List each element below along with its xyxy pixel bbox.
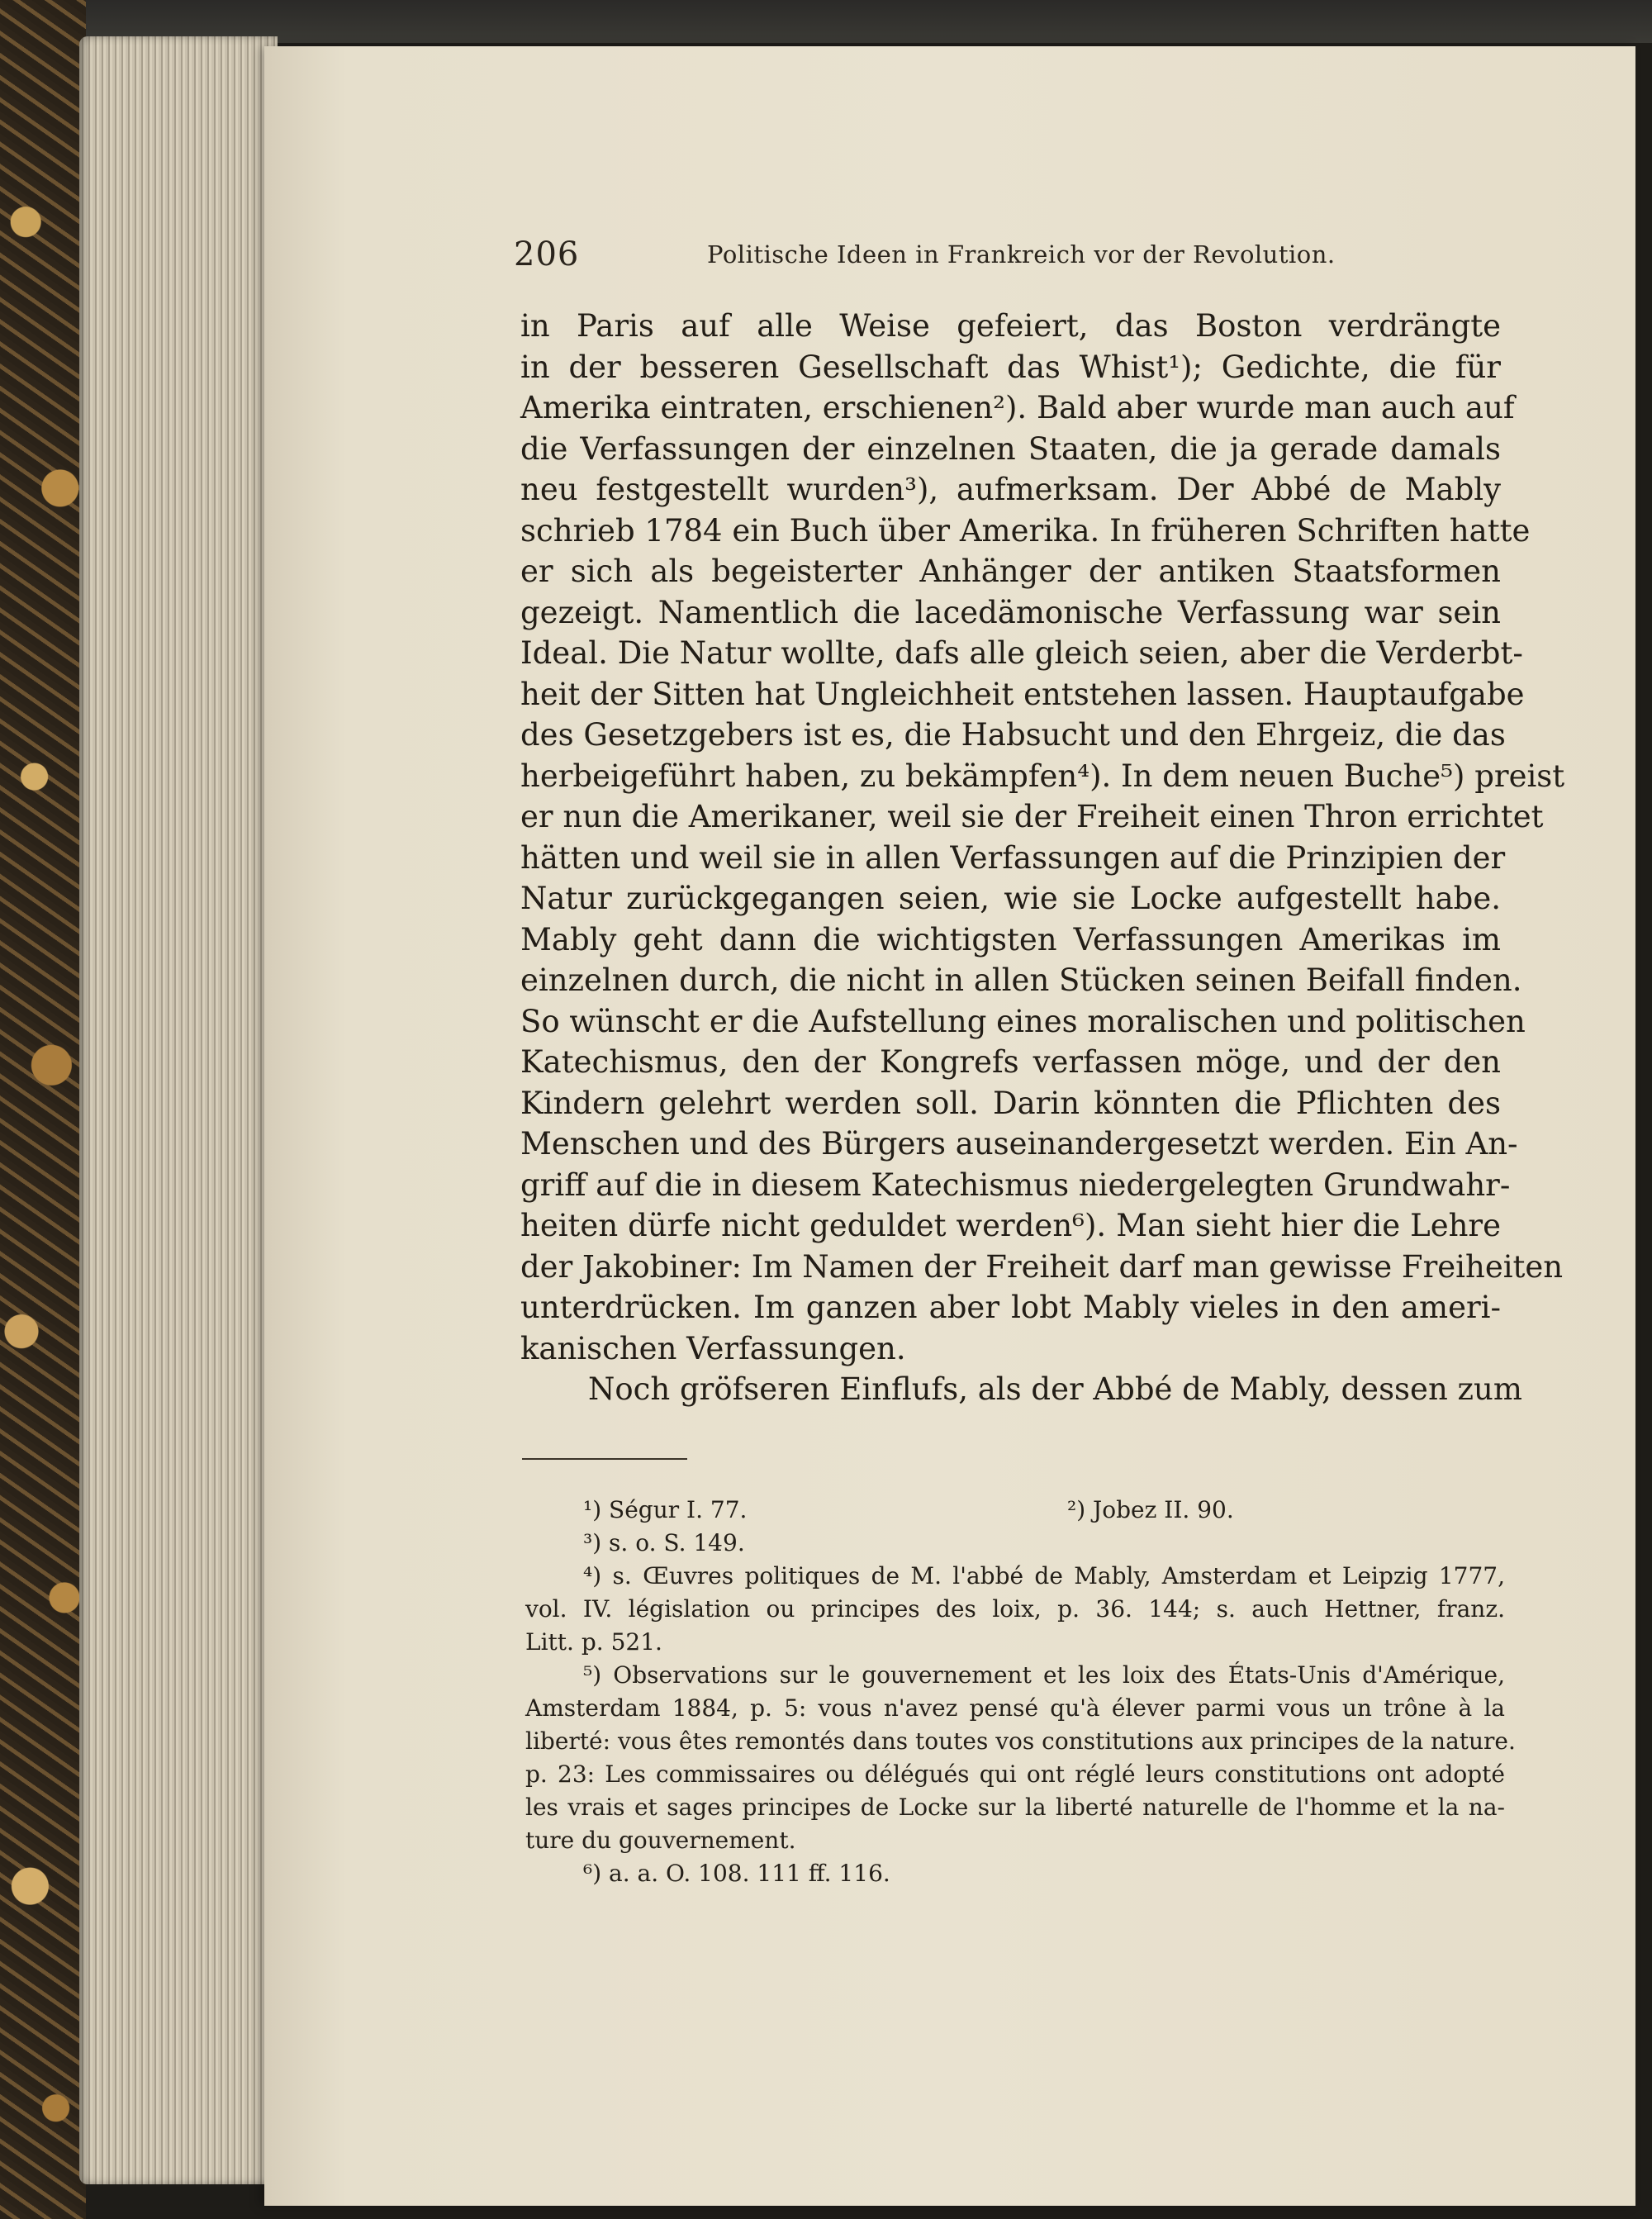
body-line: heiten dürfe nicht geduldet werden⁶). Man sieht hier die Lehre bbox=[520, 1208, 1501, 1243]
body-line: Ideal. Die Natur wollte, dafs alle gleich seien, aber die Verderbt- bbox=[520, 635, 1523, 671]
body-line: Kindern gelehrt werden soll. Darin könnten die Pflichten des bbox=[520, 1085, 1501, 1121]
footnote-5-line: Amsterdam 1884, p. 5: vous n'avez pensé qu'à élever parmi vous un trône à la bbox=[525, 1694, 1505, 1722]
body-line: Natur zurückgegangen seien, wie sie Locke aufgestellt habe. bbox=[520, 881, 1501, 916]
footnote-1: ¹) Ségur I. 77. bbox=[583, 1496, 748, 1523]
footnote-3: ³) s. o. S. 149. bbox=[583, 1529, 745, 1556]
body-line: neu festgestellt wurden³), aufmerksam. Der Abbé de Mably bbox=[520, 472, 1501, 507]
footnote-2: ²) Jobez II. 90. bbox=[1067, 1496, 1234, 1523]
body-line: kanischen Verfassungen. bbox=[520, 1330, 906, 1366]
body-line: Katechismus, den der Kongrefs verfassen möge, und der den bbox=[520, 1044, 1501, 1080]
body-line: in der besseren Gesellschaft das Whist¹); Gedichte, die für bbox=[520, 349, 1501, 385]
marbled-book-cover bbox=[0, 0, 86, 2219]
body-line: einzelnen durch, die nicht in allen Stücken seinen Beifall finden. bbox=[520, 962, 1522, 998]
body-line: gezeigt. Namentlich die lacedämonische Verfassung war sein bbox=[520, 594, 1501, 630]
body-text bbox=[520, 306, 1565, 1410]
body-line: Menschen und des Bürgers auseinandergesetzt werden. Ein An- bbox=[520, 1126, 1518, 1162]
body-line: Mably geht dann die wichtigsten Verfassungen Amerikas im bbox=[520, 921, 1501, 957]
body-line: Noch gröfseren Einflufs, als der Abbé de Mably, dessen zum bbox=[588, 1371, 1522, 1407]
body-line: hätten und weil sie in allen Verfassungen auf die Prinzipien der bbox=[520, 839, 1506, 876]
body-line: griff auf die in diesem Katechismus niedergelegten Grundwahr- bbox=[520, 1167, 1511, 1203]
footnote-4-line: ⁴) s. Œuvres politiques de M. l'abbé de Mably, Amsterdam et Leipzig 1777, bbox=[583, 1562, 1505, 1589]
page-edge-stack bbox=[79, 36, 278, 2184]
body-line: er nun die Amerikaner, weil sie der Freiheit einen Thron errichtet bbox=[520, 799, 1544, 834]
footnote-5-line: p. 23: Les commissaires ou délégués qui ont réglé leurs constitutions ont adopté bbox=[525, 1760, 1505, 1788]
running-head: Politische Ideen in Frankreich vor der Revolution. bbox=[707, 240, 1336, 268]
book-spine-band bbox=[86, 0, 1652, 43]
body-line: unterdrücken. Im ganzen aber lobt Mably vieles in den ameri- bbox=[520, 1290, 1501, 1325]
footnote-5-line: ⁵) Observations sur le gouvernement et les loix des États-Unis d'Amérique, bbox=[583, 1661, 1505, 1689]
footnote-5-line: ture du gouvernement. bbox=[525, 1827, 796, 1854]
body-line: heit der Sitten hat Ungleichheit entstehen lassen. Hauptaufgabe bbox=[520, 676, 1525, 712]
page-number: 206 bbox=[514, 235, 580, 273]
body-line: er sich als begeisterter Anhänger der antiken Staatsformen bbox=[520, 554, 1501, 589]
footnote-row bbox=[525, 1494, 1505, 1527]
body-line: So wünscht er die Aufstellung eines moralischen und politischen bbox=[520, 1003, 1526, 1039]
footnote-4-line: Litt. p. 521. bbox=[525, 1628, 662, 1656]
body-line: herbeigeführt haben, zu bekämpfen⁴). In dem neuen Buche⁵) preist bbox=[520, 758, 1565, 794]
footnotes bbox=[525, 1494, 1516, 1890]
body-line: der Jakobiner: Im Namen der Freiheit darf man gewisse Freiheiten bbox=[520, 1248, 1564, 1285]
body-line: Amerika eintraten, erschienen²). Bald aber wurde man auch auf bbox=[520, 390, 1515, 425]
footnote-6: ⁶) a. a. O. 108. 111 ff. 116. bbox=[583, 1860, 890, 1887]
footnote-rule bbox=[522, 1458, 687, 1460]
body-line: in Paris auf alle Weise gefeiert, das Boston verdrängte bbox=[520, 308, 1501, 344]
footnote-5-line: liberté: vous êtes remontés dans toutes vos constitutions aux principes de la nature. bbox=[525, 1727, 1516, 1755]
body-line: die Verfassungen der einzelnen Staaten, die ja gerade damals bbox=[520, 430, 1501, 467]
body-line: schrieb 1784 ein Buch über Amerika. In früheren Schriften hatte bbox=[520, 512, 1531, 549]
footnote-4-line: vol. IV. législation ou principes des loix, p. 36. 144; s. auch Hettner, franz. bbox=[525, 1595, 1505, 1623]
footnote-5-line: les vrais et sages principes de Locke sur la liberté naturelle de l'homme et la na- bbox=[525, 1794, 1505, 1821]
body-line: des Gesetzgebers ist es, die Habsucht und den Ehrgeiz, die das bbox=[520, 717, 1506, 753]
